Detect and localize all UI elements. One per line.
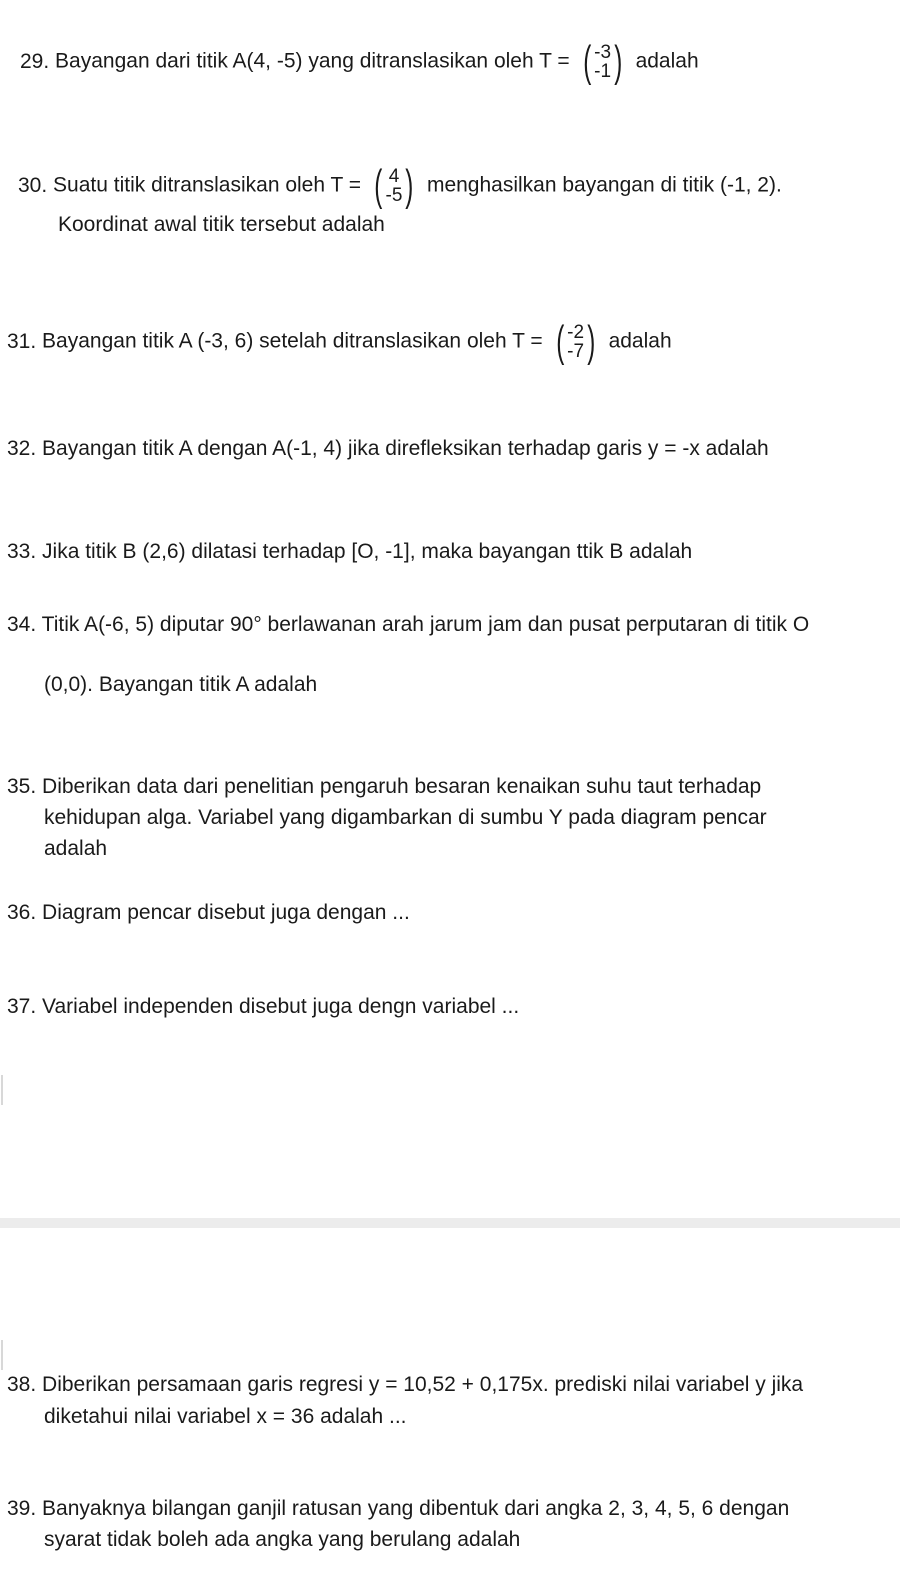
translation-matrix: ( -2 -7 ) <box>555 317 596 366</box>
question-number: 34. <box>7 613 37 636</box>
matrix-bottom: -7 <box>567 341 585 362</box>
question-text-end: adalah <box>608 329 672 353</box>
question-number: 32. <box>7 437 37 460</box>
question-number: 37. <box>7 995 37 1018</box>
question-39-line-2: syarat tidak boleh ada angka yang berulang adalah <box>44 1528 521 1551</box>
question-text: Jika titik B (2,6) dilatasi terhadap [O, -1], maka bayangan ttik B adalah <box>42 540 693 563</box>
question-number: 38. <box>7 1373 37 1396</box>
question-text: Variabel independen disebut juga dengn variabel ... <box>42 995 520 1018</box>
page-separator <box>0 1218 900 1228</box>
question-text: Diberikan data dari penelitian pengaruh besaran kenaikan suhu taut terhadap <box>42 775 762 798</box>
question-39 <box>7 1494 789 1524</box>
question-text: Banyaknya bilangan ganjil ratusan yang dibentuk dari angka 2, 3, 4, 5, 6 dengan <box>42 1497 790 1520</box>
question-35-line-3: adalah <box>44 837 108 860</box>
question-38 <box>7 1370 900 1400</box>
left-edge-mark <box>1 1075 3 1105</box>
matrix-bottom: -1 <box>594 61 612 82</box>
question-text: Diagram pencar disebut juga dengan ... <box>42 901 410 924</box>
question-32 <box>7 434 769 464</box>
question-34 <box>7 610 900 640</box>
question-35-line-2: kehidupan alga. Variabel yang digambarkan di sumbu Y pada diagram pencar <box>44 806 767 829</box>
question-33 <box>7 537 692 567</box>
question-30 <box>18 161 782 210</box>
question-31 <box>7 317 672 366</box>
question-text: Bayangan dari titik A(4, -5) yang ditranslasikan oleh T = <box>55 49 570 73</box>
question-30-line-2: Koordinat awal titik tersebut adalah <box>58 213 385 236</box>
question-text: Titik A(-6, 5) diputar 90° berlawanan arah jarum jam dan pusat perputaran di titik O <box>41 613 810 636</box>
question-text-end: menghasilkan bayangan di titik (-1, 2). <box>426 173 782 197</box>
left-edge-mark <box>1 1340 3 1370</box>
question-38-line-2: diketahui nilai variabel x = 36 adalah ... <box>44 1405 407 1428</box>
question-37 <box>7 992 519 1022</box>
matrix-top: -2 <box>567 322 585 343</box>
matrix-top: -3 <box>594 42 612 63</box>
question-text: Suatu titik ditranslasikan oleh T = <box>53 173 362 197</box>
question-number: 39. <box>7 1497 37 1520</box>
question-number: 31. <box>7 329 37 353</box>
question-text: Diberikan persamaan garis regresi y = 10,52 + 0,175x. prediski nilai variabel y jika <box>42 1373 804 1396</box>
question-text: Bayangan titik A dengan A(-1, 4) jika direfleksikan terhadap garis y = -x adalah <box>42 437 769 460</box>
question-36 <box>7 898 410 928</box>
question-29 <box>20 37 699 86</box>
question-text-end: adalah <box>635 49 699 73</box>
question-number: 29. <box>20 49 50 73</box>
question-number: 33. <box>7 540 37 563</box>
question-number: 35. <box>7 775 37 798</box>
translation-matrix: ( 4 -5 ) <box>374 161 414 210</box>
question-34-line-2: (0,0). Bayangan titik A adalah <box>44 673 318 696</box>
matrix-bottom: -5 <box>385 185 403 206</box>
translation-matrix: ( -3 -1 ) <box>582 37 623 86</box>
matrix-top: 4 <box>388 166 400 187</box>
question-number: 30. <box>18 173 48 197</box>
question-35 <box>7 772 900 802</box>
question-text: Bayangan titik A (-3, 6) setelah ditranslasikan oleh T = <box>42 329 543 353</box>
question-number: 36. <box>7 901 37 924</box>
